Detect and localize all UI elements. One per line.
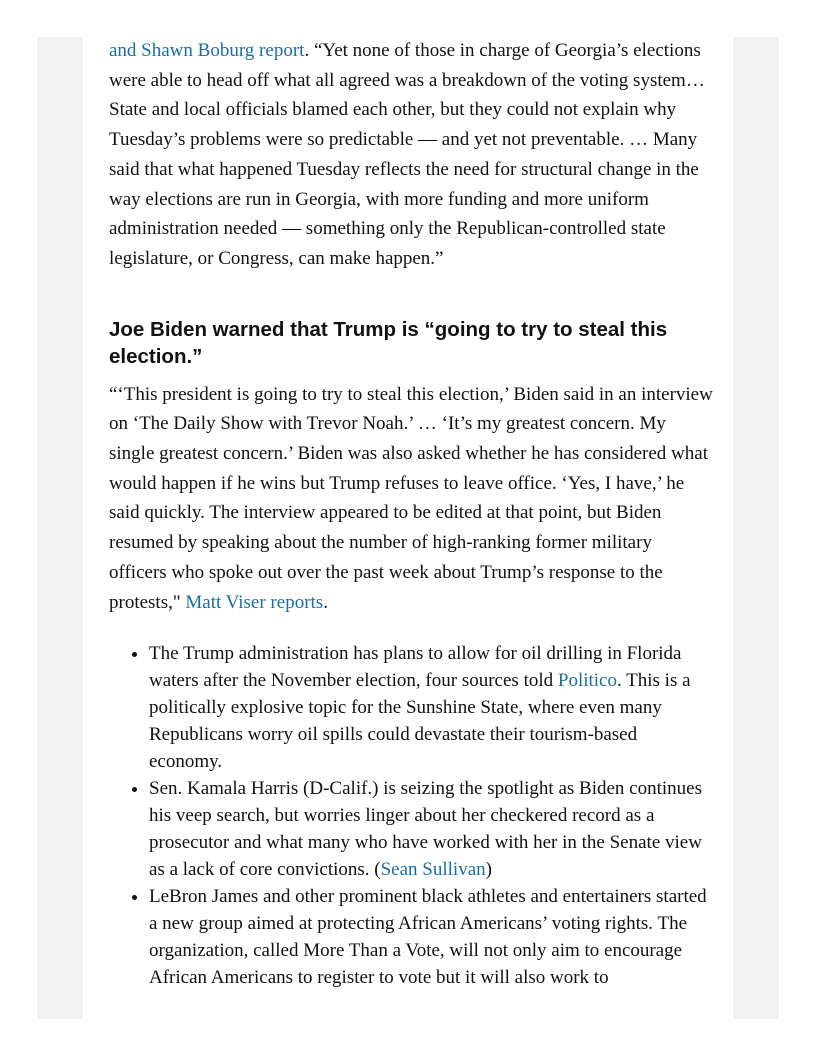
list-item-text: The Trump administration has plans to allow for oil drilling in Florida waters after the November election, four sources told [149,643,682,692]
paragraph-end: . [323,591,328,613]
boburg-report-link[interactable]: and Shawn Boburg report [109,40,305,61]
list-item [149,883,714,991]
paragraph-georgia-elections [109,36,714,274]
section-heading: Joe Biden warned that Trump is “going to try to steal this election.” [109,317,668,368]
politico-link[interactable]: Politico [557,670,617,692]
viser-report-link[interactable]: Matt Viser reports [185,591,324,613]
list-item [149,640,714,775]
list-item-text: LeBron James and other prominent black athletes and entertainers started a new group aimed at protecting African Americans’ voting rights. The organization, called More Than a Vote, will not only aim to encourage African Americans to register to vote but it will also work to [149,886,707,989]
paragraph-text: . “Yet none of those in charge of Georgia’s elections were able to head off what all agreed was a breakdown of the voting system… State and local officials blamed each other, but they could not explain why Tuesday’s problems were so predictable — and yet not preventable. … Many said that what happened Tuesday reflects the need for structural change in the way elections are run in Georgia, with more funding and more uniform administration needed — something only the Republican-controlled state legislature, or Congress, can make happen.” [109,40,705,269]
list-item-text: Sen. Kamala Harris (D-Calif.) is seizing the spotlight as Biden continues his veep search, but worries linger about her checkered record as a prosecutor and what many who have worked with her in the Senate view as a lack of core convictions. ( [149,778,702,881]
sean-sullivan-link[interactable]: Sean Sullivan [380,859,486,881]
list-item [149,775,714,883]
news-bullet-list [109,640,714,991]
paragraph-biden-quote [109,380,714,618]
article-column [109,36,714,991]
list-item-text: . This is a politically explosive topic for the Sunshine State, where even many Republicans worry oil spills could devastate their tourism-based economy. [149,670,691,773]
right-margin-panel [733,37,779,1019]
paragraph-text: “‘This president is going to try to steal this election,’ Biden said in an interview on ‘The Daily Show with Trevor Noah.’ … ‘It’s my greatest concern. My single greatest concern.’ Biden was also asked whether he has considered what would happen if he wins but Trump refuses to leave office. ‘Yes, I have,’ he said quickly. The interview appeared to be edited at that point, but Biden resumed by speaking about the number of high-ranking former military officers who spoke out over the past week about Trump’s response to the protests," [109,383,713,613]
list-item-text: ) [485,859,492,881]
left-margin-panel [37,37,83,1019]
